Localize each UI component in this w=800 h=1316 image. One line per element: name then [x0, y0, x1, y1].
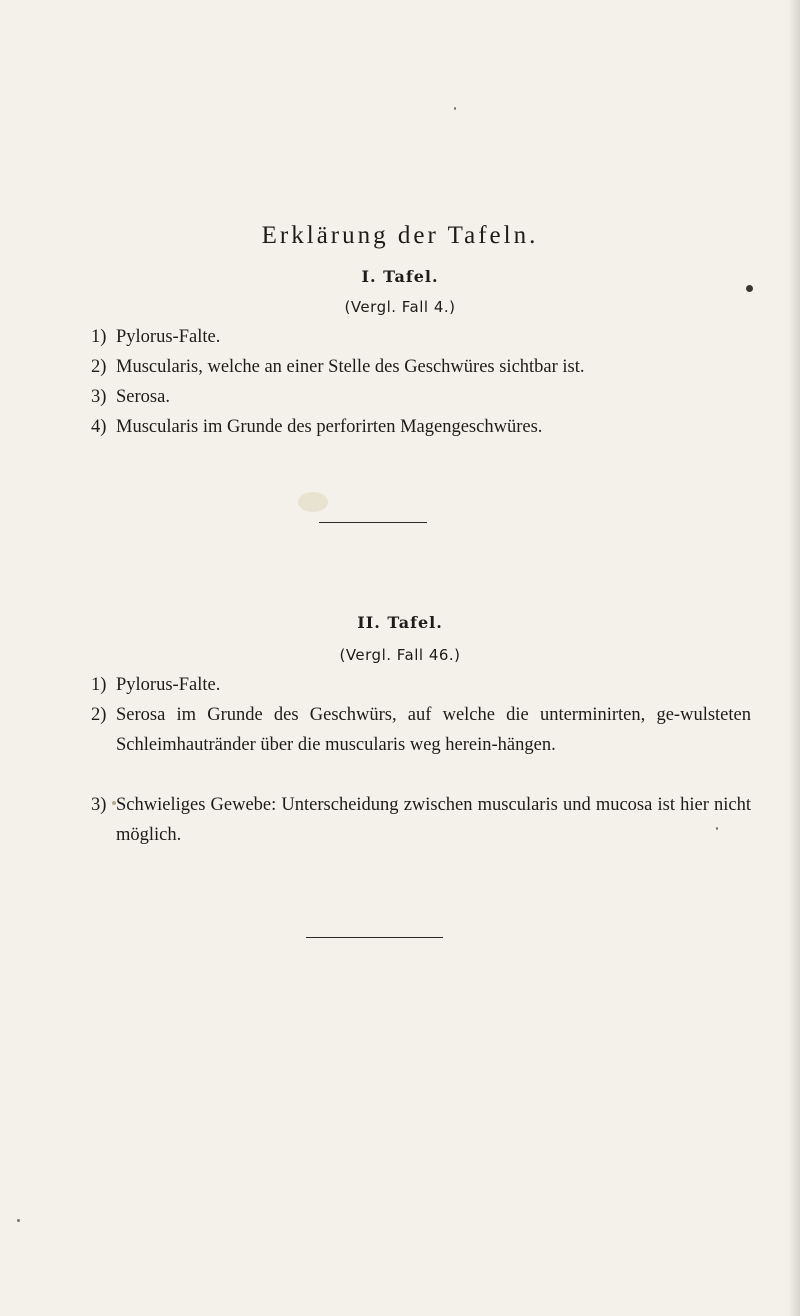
item-text: Pylorus-Falte. — [116, 327, 221, 347]
paper-stain — [298, 492, 328, 512]
item-number: 3) — [91, 387, 107, 407]
item-text: Muscularis im Grunde des perforirten Magengeschwüres. — [116, 417, 543, 437]
item-number: 4) — [91, 417, 107, 437]
tafel-1-item — [91, 352, 751, 382]
item-number: 2) — [91, 705, 107, 725]
tafel-1-item — [91, 382, 751, 412]
paper-speck — [112, 801, 116, 805]
section-divider — [306, 937, 443, 938]
paper-speck — [17, 1219, 20, 1222]
tafel-2-item — [91, 670, 751, 700]
item-text: Serosa. — [116, 387, 170, 407]
tafel-1-item — [91, 322, 751, 352]
paper-speck — [716, 827, 718, 830]
tafel-2-reference: (Vergl. Fall 46.) — [339, 646, 461, 664]
item-text: Pylorus-Falte. — [116, 675, 221, 695]
tafel-1-reference: (Vergl. Fall 4.) — [344, 298, 456, 316]
section-divider — [319, 522, 427, 523]
paper-speck — [746, 285, 753, 292]
item-text: Serosa im Grunde des Geschwürs, auf welche die unterminirten, ge-wulsteten Schleimhautränder über die muscularis weg herein-hängen. — [116, 705, 751, 755]
tafel-2-item — [91, 700, 751, 760]
item-number: 1) — [91, 675, 107, 695]
tafel-2-item — [91, 790, 751, 850]
tafel-1-heading: I. Tafel. — [361, 267, 439, 286]
item-number: 1) — [91, 327, 107, 347]
tafel-1-item — [91, 412, 751, 442]
tafel-2-heading: II. Tafel. — [357, 613, 443, 632]
item-text: Schwieliges Gewebe: Unterscheidung zwischen muscularis und mucosa ist hier nicht möglich. — [116, 795, 751, 845]
page-title: Erklärung der Tafeln. — [261, 222, 539, 249]
item-number: 3) — [91, 795, 107, 815]
item-text: Muscularis, welche an einer Stelle des Geschwüres sichtbar ist. — [116, 357, 585, 377]
item-number: 2) — [91, 357, 107, 377]
paper-speck — [454, 107, 456, 110]
page-edge-shadow — [788, 0, 800, 1316]
